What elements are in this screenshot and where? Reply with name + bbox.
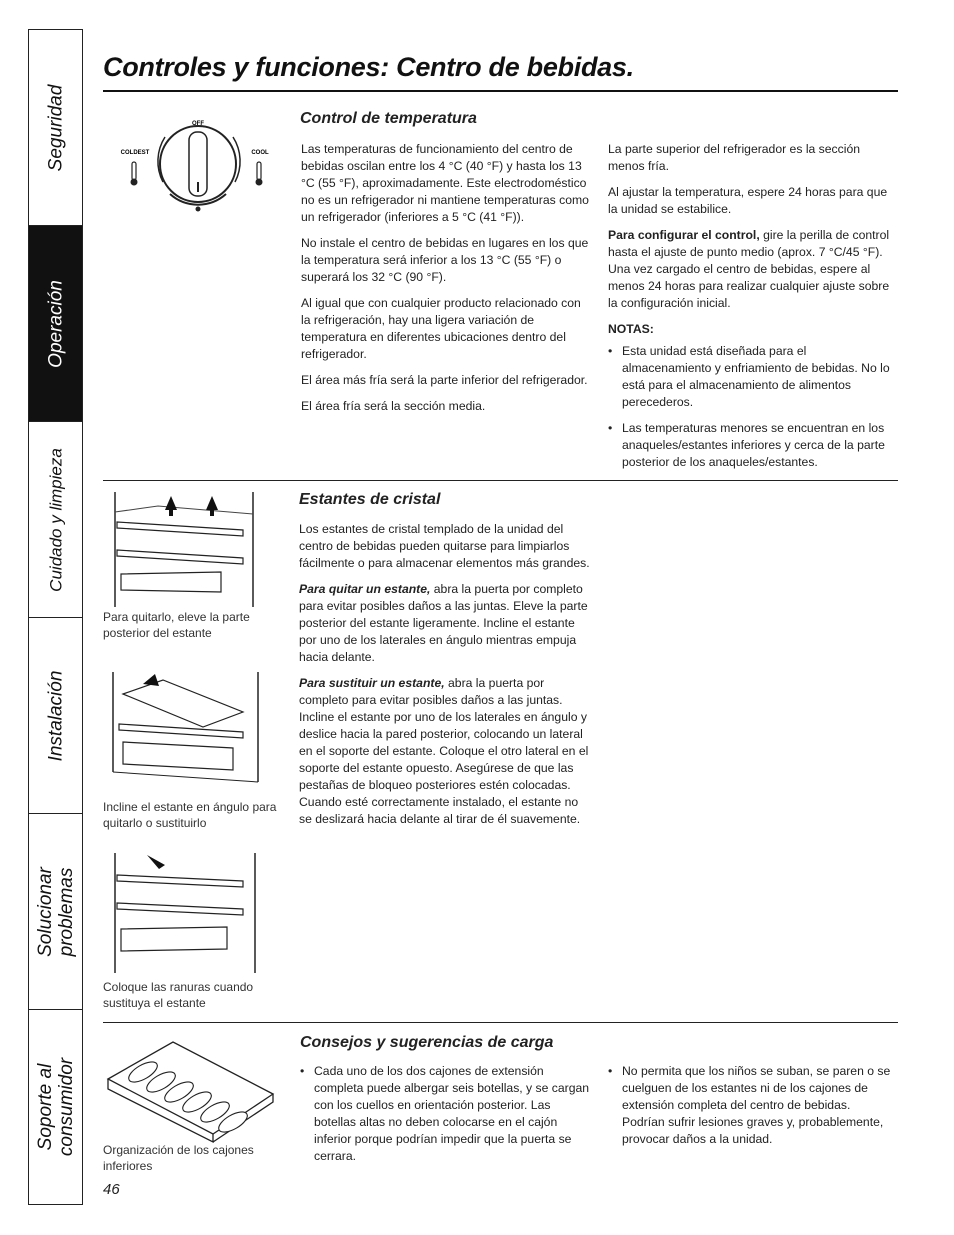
- drawer-bottles-illustration: [103, 1034, 278, 1144]
- temperature-heading: Control de temperatura: [300, 110, 477, 127]
- tab-cuidado-y-limpieza[interactable]: [29, 422, 82, 618]
- paragraph: Las temperaturas de funcionamiento del centro de bebidas oscilan entre los 4 °C (40 °F) y hasta los 13 °C (55 °F), aproximadamente. Este electrodoméstico no es un refrigerador ni mantiene temperaturas como un refrigerador (inferiores a 5 °C (41 °F)).: [301, 142, 589, 224]
- tab-soporte-al-consumidor[interactable]: [29, 1010, 82, 1204]
- remove-paragraph: [299, 581, 594, 666]
- thermometer-icon: [256, 162, 263, 186]
- title-rule: [103, 90, 898, 92]
- tab-instalacion[interactable]: [29, 618, 82, 814]
- drawer-caption: Organización de los cajones inferiores: [103, 1143, 254, 1173]
- page-title: Controles y funciones: Centro de bebidas.: [103, 52, 634, 82]
- thermometer-icon: [131, 162, 138, 186]
- tab-label: Solucionar problemas: [34, 866, 77, 957]
- paragraph: No instale el centro de bebidas en lugares en los que la temperatura será inferior a los 13 °C (55 °F) o superará los 32 °C (90 °F).: [301, 236, 589, 284]
- config-paragraph: [608, 227, 898, 312]
- list-item: • Las temperaturas menores se encuentran en los anaqueles/estantes inferiores y cerca de la parte posterior de los anaqueles/estantes.: [608, 420, 898, 471]
- shelf-caption-1: Para quitarlo, eleve la parte posterior del estante: [103, 610, 250, 640]
- list-item: • No permita que los niños se suban, se paren o se cuelguen de los estantes ni de los cajones de extensión completa del centro de bebidas. Podrían sufrir lesiones graves y, probablemente, provocar daños a la unidad.: [608, 1063, 896, 1148]
- paragraph: Al igual que con cualquier producto relacionado con la refrigeración, hay una ligera variación de temperatura en diferentes ubicaciones dentro del refrigerador.: [301, 296, 581, 361]
- dial-off-label: OFF: [192, 121, 204, 127]
- loading-heading: Consejos y sugerencias de carga: [300, 1034, 554, 1051]
- shelf-caption-2: Incline el estante en ángulo para quitarlo o sustituirlo: [103, 800, 277, 830]
- temperature-right-column: [608, 141, 898, 480]
- config-text: gire la perilla de control hasta el ajuste de punto medio (aprox. 7 °C/45 °F). Una vez cargado el centro de bebidas, espere al menos 24 horas para realizar cualquier ajuste sobre la configuración inicial.: [608, 228, 890, 310]
- paragraph: El área fría será la sección media.: [301, 399, 486, 413]
- config-bold: Para configurar el control,: [608, 228, 760, 242]
- shelves-heading: Estantes de cristal: [299, 491, 441, 508]
- section-rule: [103, 1022, 898, 1023]
- dial-coldest-label: COLDEST: [120, 150, 150, 156]
- shelves-column: [299, 521, 594, 837]
- tab-label: Cuidado y limpieza: [46, 447, 65, 592]
- tab-solucionar-problemas[interactable]: [29, 814, 82, 1010]
- shelf-tilt-illustration: [103, 672, 263, 792]
- shelf-caption-3: Coloque las ranuras cuando sustituya el estante: [103, 980, 254, 1010]
- loading-left-column: [300, 1063, 592, 1174]
- list-item: • Cada uno de los dos cajones de extensión completa puede albergar seis botellas, y se cargan con los cuellos en orientación posterior. Las botellas altas no deben colocarse en el cajón inferior porque podrían impedir que la puerta se cerrara.: [300, 1063, 592, 1165]
- dial-cool-label: COOL: [251, 150, 269, 156]
- notes-list: [608, 343, 898, 471]
- remove-bold: Para quitar un estante,: [299, 582, 431, 596]
- shelf-slots-illustration: [103, 853, 263, 973]
- page-number: 46: [103, 1181, 120, 1198]
- notes-label: NOTAS:: [608, 322, 654, 336]
- tab-label: Seguridad: [45, 84, 66, 171]
- paragraph: Los estantes de cristal templado de la unidad del centro de bebidas pueden quitarse para limpiarlos fácilmente o para almacenar elementos más grandes.: [299, 522, 590, 570]
- tab-label: Operación: [45, 279, 66, 368]
- section-rule: [103, 480, 898, 481]
- shelf-remove-illustration: [103, 492, 263, 607]
- temperature-dial-illustration: [115, 112, 280, 217]
- list-item: • Esta unidad está diseñada para el almacenamiento y enfriamiento de bebidas. No lo está para el almacenamiento de alimentos perecederos.: [608, 343, 898, 411]
- temperature-left-column: [301, 141, 591, 424]
- paragraph: Al ajustar la temperatura, espere 24 horas para que la unidad se estabilice.: [608, 185, 888, 216]
- replace-bold: Para sustituir un estante,: [299, 676, 445, 690]
- loading-right-column: [608, 1063, 896, 1157]
- replace-paragraph: [299, 675, 594, 828]
- tab-label: Soporte al consumidor: [34, 1057, 77, 1157]
- paragraph: La parte superior del refrigerador es la sección menos fría.: [608, 142, 861, 173]
- replace-text: abra la puerta por completo para evitar posibles daños a las juntas. Incline el estante por uno de los laterales en ángulo y deslice hacia la pared posterior, colocando un lateral en el soporte del estante. Coloque el otro lateral en el soporte del estante opuesto. Asegúrese de que las pestañas de bloqueo posteriores estén colocadas. Cuando esté correctamente instalado, el estante no se deslizará hacia delante al tirar de él suavemente.: [299, 676, 589, 826]
- side-tabs: [28, 29, 83, 1205]
- tab-operacion[interactable]: [29, 226, 82, 422]
- tab-label: Instalación: [45, 670, 66, 761]
- paragraph: El área más fría será la parte inferior del refrigerador.: [301, 373, 588, 387]
- remove-text: abra la puerta por completo para evitar posibles daños a las juntas. Eleve la parte posterior del estante ligeramente. Incline el estante por uno de los laterales en ángulo mientras empuja hacia delante.: [299, 582, 588, 664]
- tab-seguridad[interactable]: [29, 30, 82, 226]
